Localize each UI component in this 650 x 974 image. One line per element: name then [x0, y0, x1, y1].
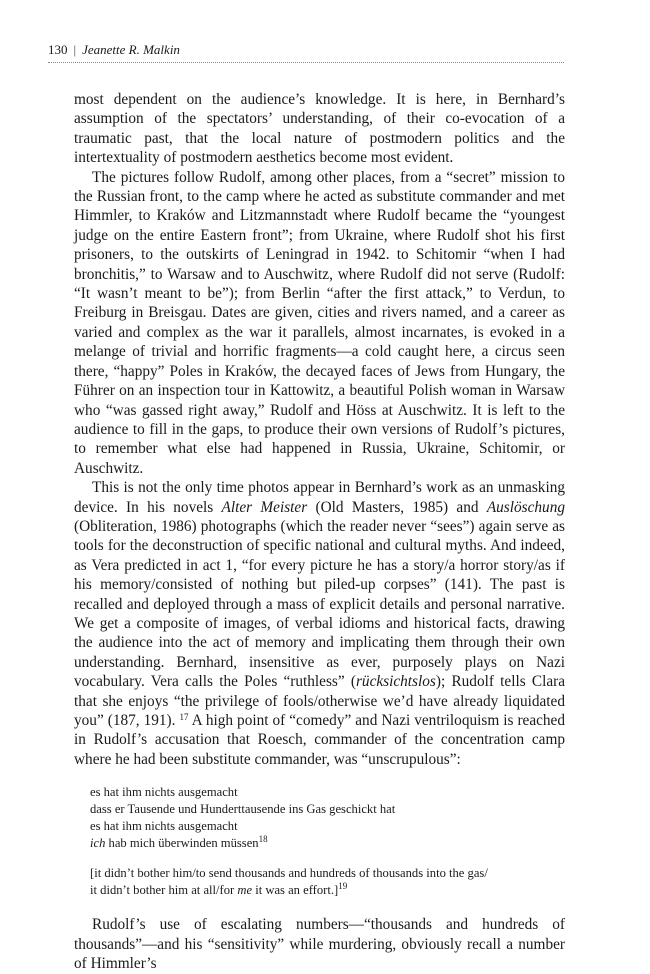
footnote-ref-17[interactable]: 17: [179, 712, 189, 722]
paragraph-3-text-b: (Old Masters, 1985) and: [307, 498, 487, 516]
german-quote: [90, 784, 565, 852]
paragraph-3-text-c: (Obliteration, 1986) photographs (which the reader never “sees”) again serve as tools for the deconstruction of specific national and cultural myths. And indeed, as Vera predicted in act 1, “for every picture he has a story/a horror story/as if his memory/consisted of nothing but piled-up corpses” (141). The past is recalled and deployed through a mass of explicit details and personal narrative. We get a composite of images, of verbal idioms and historical facts, drawing the audience into the act of memory and implicating them through their own understanding. Bernhard, insensitive as ever, purposely plays on Nazi vocabulary. Vera calls the Poles “ruthless” (: [74, 517, 565, 691]
translation-line-2: [90, 882, 565, 899]
english-translation: [90, 865, 565, 899]
quote-line-4-rest: hab mich überwinden müssen: [105, 836, 259, 851]
quote-line-1: es hat ihm nichts ausgemacht: [90, 785, 238, 800]
paragraph-3: [74, 478, 565, 769]
footnote-ref-18[interactable]: 18: [258, 834, 268, 845]
running-head: [48, 42, 568, 58]
quote-line-2: dass er Tausende und Hunderttausende ins Gas geschickt hat: [90, 802, 396, 817]
translation-line-2-a: it didn’t bother him at all/for: [90, 883, 238, 898]
quote-italic-ich: ich: [90, 836, 106, 851]
paragraph-3-text-d: ); Rudolf tells Clara that she enjoys “the privilege of fools/otherwise we’d have already liquidated you” (187, 191).: [74, 673, 565, 729]
paragraph-3-text-a: This is not the only time photos appear in Bernhard’s work as an unmasking device. In his novels: [74, 479, 565, 516]
paragraph-4: Rudolf’s use of escalating numbers—“thousands and hundreds of thousands”—and his “sensitivity” while murdering, obviously recall a number of Himmler’s: [74, 916, 565, 973]
paragraph-2: The pictures follow Rudolf, among other places, from a “secret” mission to the Russian front, to the camp where he acted as substitute commander and met Himmler, to Kraków and Litzmannstadt where Rudolf became the “youngest judge on the entire Eastern front”; from Ukraine, where Rudolf shot his first prisoners, to the outskirts of Leningrad in 1942. to Schitomir “when I had bronchitis,” to Warsaw and to Auschwitz, where Rudolf did not serve (Rudolf: “It wasn’t meant to be”); from Berlin “after the first attack,” to Verdun, to Freiburg in Breisgau. Dates are given, cities and rivers named, and a career as varied and complex as the war it parallels, almost incarnates, is evoked in a melange of trivial and horrific fragments—a cold caught here, a circus seen there, “happy” Poles in Kraków, the decayed faces of Jews from Hungary, the Führer on an inspection tour in Kattowitz, a beautiful Polish woman in Warsaw who “was gassed right away,” Rudolf and Höss at Auschwitz. It is left to the audience to fill in the gaps, to produce their own versions of Rudolf’s pictures, to remember what else had happened in Russia, Ukraine, Schitomir, or Auschwitz.: [74, 168, 565, 477]
title-ausloschung: Auslöschung: [486, 498, 565, 516]
term-rucksichtslos: rücksichtslos: [355, 673, 436, 691]
page-number: 130: [48, 42, 68, 57]
paragraph-1: most dependent on the audience’s knowledge. It is here, in Bernhard’s assumption of the spectators’ understanding, of their co-evocation of a traumatic past, that the local nature of postmodern politics and the intertextuality of postmodern aesthetics become most evident.: [74, 91, 565, 167]
header-separator: |: [73, 42, 77, 57]
header-dotted-rule: [48, 62, 564, 63]
title-alter-meister: Alter Meister: [221, 498, 308, 516]
main-text: [74, 90, 565, 973]
quote-line-3: es hat ihm nichts ausgemacht: [90, 819, 238, 834]
translation-italic-me: me: [237, 883, 253, 898]
footnote-ref-19[interactable]: 19: [338, 881, 348, 892]
running-head-author: Jeanette R. Malkin: [82, 42, 180, 57]
translation-line-1: [it didn’t bother him/to send thousands and hundreds of thousands into the gas/: [90, 866, 488, 881]
paragraph-3-text-e: A high point of “comedy” and Nazi ventriloquism is reached in Rudolf’s accusation that Roesch, commander of the concentration camp where he had been substitute commander, was “unscrupulous”:: [74, 712, 565, 768]
quote-line-4: [90, 835, 565, 852]
translation-line-2-b: it was an effort.]: [252, 883, 339, 898]
